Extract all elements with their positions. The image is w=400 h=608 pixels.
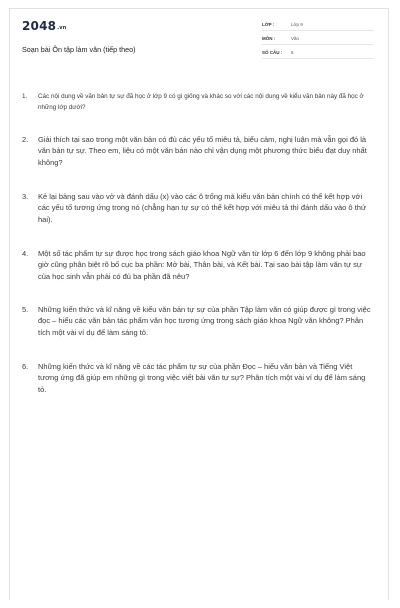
logo-tld: .vn [57,25,67,31]
question-item [22,304,374,338]
question-item [22,361,374,395]
document-page [9,8,389,600]
document-header [22,19,374,71]
meta-row-subject [262,33,374,45]
question-number: 4. [22,249,29,258]
meta-label: SỐ CÂU : [262,50,283,55]
question-number: 3. [22,192,29,201]
meta-value: Lớp 9 [291,22,303,27]
meta-value: Văn [291,36,300,41]
question-number: 5. [22,305,29,314]
site-logo[interactable] [22,19,67,33]
logo-text: 2048 [22,19,57,33]
meta-value: 6 [291,50,294,55]
question-item [22,134,374,168]
question-number: 2. [22,135,29,144]
meta-label: LỚP : [262,22,275,27]
question-number: 1. [22,93,28,100]
question-item [22,248,374,282]
question-item [22,191,374,225]
meta-info [262,19,374,61]
question-number: 6. [22,362,29,371]
question-text: Giải thích tại sao trong một văn bản có đủ các yếu tố miêu tả, biểu cảm, nghị luận mà vẫn gọi đó là văn bản tự sự. Theo em, liệu có một văn bản nào chỉ vận dụng một phương thức biểu đạt duy nhất không? [38,135,367,167]
question-text: Các nội dung về văn bản tự sự đã học ở lớp 9 có gì giống và khác so với các nội dung về kiểu văn bản này đã học ở những lớp dưới? [38,93,364,111]
meta-label: MÔN : [262,36,276,41]
question-text: Một số tác phẩm tự sự được học trong sách giáo khoa Ngữ văn từ lớp 6 đến lớp 9 không phải bao giờ cũng phân biệt rõ bố cục ba phần: Mở bài, Thân bài, và Kết bài. Tại sao bài tập làm văn tự sự của học sinh vẫn phải có đủ ba phần đã nêu? [38,249,366,281]
question-text: Những kiến thức và kĩ năng về các tác phẩm tự sự của phần Đọc – hiểu văn bản và Tiếng Việt tương ứng đã giúp em những gì trong việc viết bài văn tự sự? Phân tích một vài ví dụ để làm sáng tỏ. [38,362,366,394]
question-item [22,91,374,113]
question-text: Những kiến thức và kĩ năng về kiểu văn bản tự sự của phần Tập làm văn có giúp được gì trong việc đọc – hiểu các văn bản tác phẩm văn học tương ứng trong sách giáo khoa Ngữ văn không? Phân tích một vài ví dụ để làm sáng tỏ. [38,305,371,337]
question-text: Kẻ lại bảng sau vào vở và đánh dấu (x) vào các ô trống mà kiểu văn bản chính có thể kết hợp với các yếu tố tương ứng trong nó (chẳng hạn tự sự có thể kết hợp với miêu tả thì đánh dấu vào ô thứ hai). [38,192,366,224]
page-title: Soạn bài Ôn tập làm văn (tiếp theo) [22,45,136,54]
meta-row-count [262,47,374,59]
meta-row-grade [262,19,374,31]
